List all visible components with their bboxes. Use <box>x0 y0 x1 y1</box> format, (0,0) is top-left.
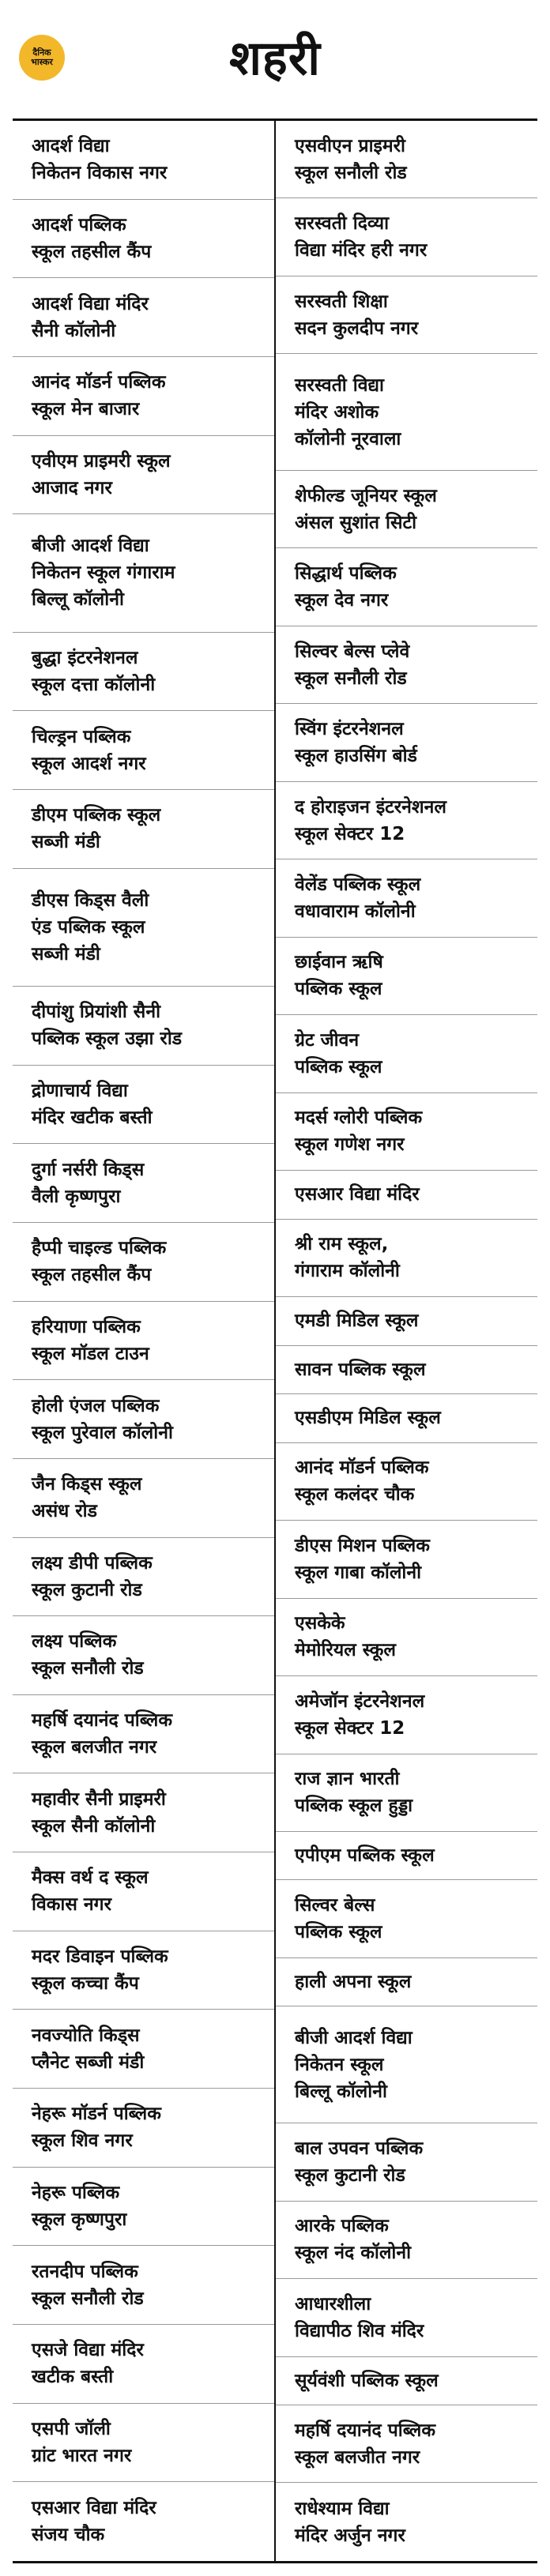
right-column <box>276 121 537 2561</box>
school-entry <box>276 1880 537 1957</box>
school-name: सरस्वती शिक्षा सदन कुलदीप नगर <box>295 291 419 339</box>
school-entry <box>13 121 274 200</box>
school-name: हाली अपना स्कूल <box>295 1972 412 1993</box>
school-name: मैक्स वर्थ द स्कूल विकास नगर <box>32 1867 149 1916</box>
school-name: महर्षि दयानंद पब्लिक स्कूल बलजीत नगर <box>295 2420 435 2468</box>
school-name: एसपी जॉली ग्रांट भारत नगर <box>32 2418 132 2466</box>
school-entry <box>13 2168 274 2247</box>
school-name: एवीएम प्राइमरी स्कूल आजाद नगर <box>32 450 171 498</box>
school-name: द्रोणाचार्य विद्या मंदिर खटीक बस्ती <box>32 1080 153 1128</box>
school-entry <box>276 548 537 626</box>
school-entry <box>13 1773 274 1852</box>
school-name: दीपांशु प्रियांशी सैनी पब्लिक स्कूल उझा रोड <box>32 1002 183 1050</box>
school-name: डीएम पब्लिक स्कूल सब्जी मंडी <box>32 805 161 853</box>
school-name: हरियाणा पब्लिक स्कूल मॉडल टाउन <box>32 1316 149 1364</box>
school-name: सिल्वर बेल्स प्लेवे स्कूल सनौली रोड <box>295 641 410 689</box>
school-name: एसआर विद्या मंदिर संजय चौक <box>32 2498 156 2546</box>
school-name: वेलेंड पब्लिक स्कूल वधावाराम कॉलोनी <box>295 874 421 923</box>
header <box>0 0 550 111</box>
school-name: एमडी मिडिल स्कूल <box>295 1311 419 1332</box>
school-entry <box>13 514 274 632</box>
school-entry <box>13 790 274 869</box>
school-name: आदर्श पब्लिक स्कूल तहसील कैंप <box>32 214 152 262</box>
page-title: शहरी <box>229 31 321 86</box>
school-entry <box>13 357 274 436</box>
school-entry <box>13 1931 274 2010</box>
school-entry <box>276 1521 537 1598</box>
school-name: होली एंजल पब्लिक स्कूल पुरेवाल कॉलोनी <box>32 1395 173 1443</box>
school-entry <box>276 121 537 198</box>
school-entry <box>276 1394 537 1443</box>
logo-line-1: दैनिक <box>32 47 51 58</box>
school-name: नेहरू पब्लिक स्कूल कृष्णपुरा <box>32 2182 127 2230</box>
school-name: ग्रेट जीवन पब्लिक स्कूल <box>295 1029 382 1077</box>
school-entry <box>13 278 274 357</box>
school-name: राधेश्याम विद्या मंदिर अर्जुन नगर <box>295 2498 405 2546</box>
school-name: एसकेके मेमोरियल स्कूल <box>295 1613 396 1661</box>
school-entry <box>13 2325 274 2404</box>
school-entry <box>13 869 274 987</box>
school-entry <box>276 782 537 859</box>
school-name: सिल्वर बेल्स पब्लिक स्कूल <box>295 1895 382 1943</box>
school-entry <box>13 1459 274 1538</box>
school-name: सिद्धार्थ पब्लिक स्कूल देव नगर <box>295 563 397 611</box>
school-name: श्री राम स्कूल, गंगाराम कॉलोनी <box>295 1234 400 1282</box>
school-entry <box>13 2010 274 2089</box>
school-name: महर्षि दयानंद पब्लिक स्कूल बलजीत नगर <box>32 1710 172 1758</box>
school-entry <box>276 1958 537 2007</box>
school-name: आदर्श विद्या निकेतन विकास नगर <box>32 136 168 184</box>
school-name: बुद्धा इंटरनेशनल स्कूल दत्ता कॉलोनी <box>32 647 156 695</box>
school-entry <box>276 704 537 781</box>
school-name: रतनदीप पब्लिक स्कूल सनौली रोड <box>32 2261 144 2309</box>
school-entry <box>276 1832 537 1881</box>
school-name: बीजी आदर्श विद्या निकेतन स्कूल गंगाराम बिल्लू कॉलोनी <box>32 536 175 611</box>
school-name: डीएस मिशन पब्लिक स्कूल गाबा कॉलोनी <box>295 1535 430 1583</box>
school-name: एसवीएन प्राइमरी स्कूल सनौली रोड <box>295 135 407 183</box>
school-name: जैन किड्स स्कूल असंध रोड <box>32 1474 142 1522</box>
school-entry <box>13 1380 274 1459</box>
school-name: आनंद मॉडर्न पब्लिक स्कूल कलंदर चौक <box>295 1457 429 1506</box>
school-name: आरके पब्लिक स्कूल नंद कॉलोनी <box>295 2216 412 2264</box>
school-name: छाईवान ऋषि पब्लिक स्कूल <box>295 952 383 1000</box>
school-entry <box>276 1220 537 1297</box>
school-name: डीएस किड्स वैली एंड पब्लिक स्कूल सब्जी मंडी <box>32 889 149 965</box>
school-entry <box>276 2483 537 2560</box>
school-name: एसआर विद्या मंदिर <box>295 1184 420 1205</box>
school-name: लक्ष्य पब्लिक स्कूल सनौली रोड <box>32 1631 144 1679</box>
school-entry <box>276 2202 537 2279</box>
school-name: द होराइजन इंटरनेशनल स्कूल सेक्टर 12 <box>295 796 446 844</box>
school-name: आनंद मॉडर्न पब्लिक स्कूल मेन बाजार <box>32 372 166 420</box>
school-name: नवज्योति किड्स प्लैनेट सब्जी मंडी <box>32 2025 145 2073</box>
school-entry <box>276 354 537 471</box>
school-entry <box>276 859 537 937</box>
school-entry <box>276 276 537 354</box>
school-entry <box>276 2405 537 2483</box>
school-name: सरस्वती दिव्या विद्या मंदिर हरी नगर <box>295 213 428 261</box>
school-entry <box>13 2089 274 2168</box>
school-entry <box>13 200 274 279</box>
school-name: एसडीएम मिडिल स्कूल <box>295 1408 441 1429</box>
school-name: लक्ष्य डीपी पब्लिक स्कूल कुटानी रोड <box>32 1552 153 1600</box>
school-entry <box>13 1223 274 1302</box>
school-name: चिल्ड्रन पब्लिक स्कूल आदर्श नगर <box>32 726 146 774</box>
school-entry <box>276 198 537 276</box>
school-entry <box>13 633 274 712</box>
school-name: अमेजॉन इंटरनेशनल स्कूल सेक्टर 12 <box>295 1690 425 1739</box>
school-entry <box>276 1443 537 1521</box>
school-name: एसजे विद्या मंदिर खटीक बस्ती <box>32 2340 144 2388</box>
school-entry <box>13 711 274 790</box>
school-entry <box>276 1171 537 1220</box>
school-name: बाल उपवन पब्लिक स्कूल कुटानी रोड <box>295 2138 424 2186</box>
school-entry <box>276 1093 537 1171</box>
school-entry <box>13 1695 274 1774</box>
school-entry <box>13 436 274 515</box>
school-name: आदर्श विद्या मंदिर सैनी कॉलोनी <box>32 293 149 341</box>
school-name: मदर डिवाइन पब्लिक स्कूल कच्चा कैंप <box>32 1946 168 1995</box>
school-entry <box>276 1676 537 1754</box>
left-column <box>13 121 276 2561</box>
school-name: आधारशीला विद्यापीठ शिव मंदिर <box>295 2293 424 2341</box>
school-name: हैप्पी चाइल्ड पब्लिक स्कूल तहसील कैंप <box>32 1238 167 1286</box>
school-entry <box>13 2482 274 2561</box>
school-entry <box>13 1302 274 1381</box>
school-name: बीजी आदर्श विद्या निकेतन स्कूल बिल्लू कॉलोनी <box>295 2027 412 2102</box>
school-name: स्विंग इंटरनेशनल स्कूल हाउसिंग बोर्ड <box>295 719 417 767</box>
school-entry <box>276 1015 537 1092</box>
school-entry <box>276 1754 537 1832</box>
school-name: राज ज्ञान भारती पब्लिक स्कूल हुड्डा <box>295 1769 413 1817</box>
school-entry <box>276 1599 537 1676</box>
school-entry <box>276 626 537 704</box>
school-entry <box>276 2279 537 2356</box>
school-entry <box>13 1538 274 1617</box>
school-name: नेहरू मॉडर्न पब्लिक स्कूल शिव नगर <box>32 2104 161 2152</box>
school-entry <box>13 1616 274 1695</box>
school-entry <box>13 1144 274 1223</box>
school-entry <box>276 2357 537 2406</box>
school-entry <box>276 1346 537 1395</box>
logo-line-2: भास्कर <box>31 57 53 67</box>
school-entry <box>276 938 537 1015</box>
school-list-table <box>13 118 537 2563</box>
school-entry <box>13 987 274 1066</box>
school-name: सूर्यवंशी पब्लिक स्कूल <box>295 2370 439 2391</box>
school-name: शेफील्ड जूनियर स्कूल अंसल सुशांत सिटी <box>295 485 437 533</box>
school-entry <box>13 2246 274 2325</box>
school-entry <box>13 2404 274 2483</box>
school-name: मदर्स ग्लोरी पब्लिक स्कूल गणेश नगर <box>295 1107 423 1156</box>
school-entry <box>13 1852 274 1931</box>
school-name: सरस्वती विद्या मंदिर अशोक कॉलोनी नूरवाला <box>295 374 401 449</box>
school-name: दुर्गा नर्सरी किड्स वैली कृष्णपुरा <box>32 1159 145 1207</box>
school-entry <box>13 1066 274 1145</box>
school-name: सावन पब्लिक स्कूल <box>295 1359 426 1380</box>
school-name: महावीर सैनी प्राइमरी स्कूल सैनी कॉलोनी <box>32 1788 166 1837</box>
school-entry <box>276 2006 537 2123</box>
school-entry <box>276 2123 537 2201</box>
school-entry <box>276 1297 537 1346</box>
school-entry <box>276 471 537 548</box>
school-name: एपीएम पब्लिक स्कूल <box>295 1845 435 1867</box>
